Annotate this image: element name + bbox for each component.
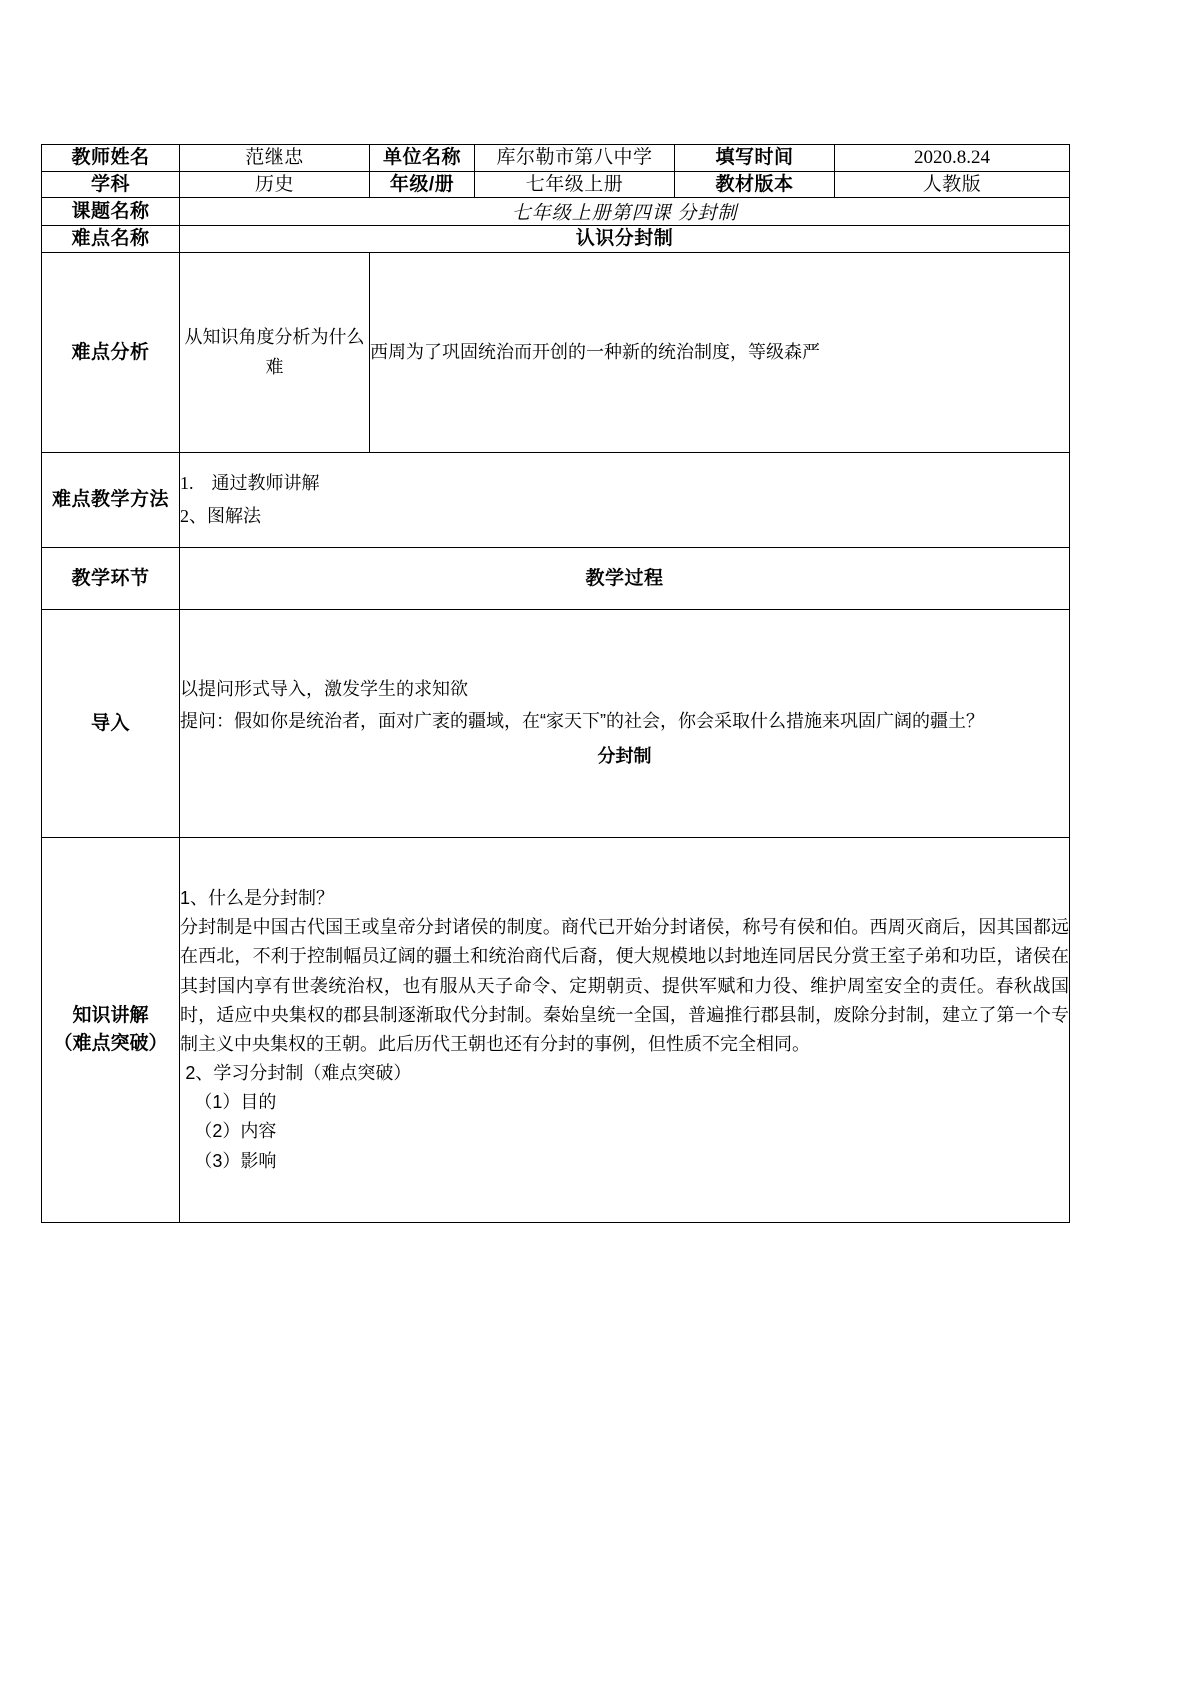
- value-textbook-version: 人教版: [835, 171, 1070, 198]
- label-unit-name: 单位名称: [370, 145, 475, 172]
- knowledge-subitem-3: （3）影响: [194, 1150, 277, 1171]
- label-teaching-methods: 难点教学方法: [42, 452, 180, 547]
- label-knowledge-line-2: （难点突破）: [53, 1032, 168, 1054]
- label-fill-date: 填写时间: [675, 145, 835, 172]
- knowledge-subitem-2: （2）内容: [194, 1121, 277, 1142]
- teaching-method-item-1: 1. 通过教师讲解: [180, 472, 320, 493]
- label-topic-name: 课题名称: [42, 198, 180, 226]
- label-teacher-name: 教师姓名: [42, 145, 180, 172]
- label-difficulty-analysis: 难点分析: [42, 252, 180, 452]
- label-textbook-version: 教材版本: [675, 171, 835, 198]
- value-grade-volume: 七年级上册: [475, 171, 675, 198]
- knowledge-paragraph: 分封制是中国古代国王或皇帝分封诸侯的制度。商代已开始分封诸侯，称号有侯和伯。西周灭商后，因其国都远在西北，不利于控制幅员辽阔的疆土和统治商代后裔，便大规模地以封地连同居民分赏王室子弟和功臣，诸侯在其封国内享有世袭统治权，也有服从天子命令、定期朝贡、提供军赋和力役、维护周室安全的责任。春秋战国时，适应中央集权的郡县制逐渐取代分封制。秦始皇统一全国，普遍推行郡县制，废除分封制，建立了第一个专制主义中央集权的王朝。此后历代王朝也还有分封的事例，但性质不完全相同。: [180, 917, 1069, 1054]
- table-row-difficulty-analysis: [42, 252, 1070, 452]
- knowledge-subitem-1: （1）目的: [194, 1092, 277, 1113]
- value-subject: 历史: [180, 171, 370, 198]
- label-knowledge-line-1: 知识讲解: [72, 1005, 149, 1027]
- knowledge-subheading: 2、学习分封制（难点突破）: [185, 1063, 412, 1084]
- table-row-subject-info: [42, 171, 1070, 198]
- sublabel-difficulty-analysis: 从知识角度分析为什么难: [180, 252, 370, 452]
- label-introduction: 导入: [42, 609, 180, 837]
- label-teaching-stage: 教学环节: [42, 547, 180, 609]
- table-row-teacher-info: [42, 145, 1070, 172]
- value-fill-date: 2020.8.24: [835, 145, 1070, 172]
- teaching-method-item-2: 2、图解法: [180, 505, 261, 526]
- value-teacher-name: 范继忠: [180, 145, 370, 172]
- introduction-answer: 分封制: [597, 746, 652, 767]
- introduction-line-2: 提问：假如你是统治者，面对广袤的疆域，在“家天下”的社会，你会采取什么措施来巩固广阔的疆土？: [180, 710, 984, 731]
- knowledge-heading: 1、什么是分封制？: [180, 888, 335, 909]
- label-teaching-process: 教学过程: [180, 547, 1070, 609]
- table-row-knowledge-explanation: [42, 837, 1070, 1222]
- value-teaching-methods: [180, 452, 1070, 547]
- table-row-process-header: [42, 547, 1070, 609]
- label-knowledge-explanation: [42, 837, 180, 1222]
- table-row-introduction: [42, 609, 1070, 837]
- value-introduction: [180, 609, 1070, 837]
- label-subject: 学科: [42, 171, 180, 198]
- introduction-line-1: 以提问形式导入，激发学生的求知欲: [180, 679, 468, 700]
- label-grade-volume: 年级/册: [370, 171, 475, 198]
- value-difficulty-analysis: 西周为了巩固统治而开创的一种新的统治制度，等级森严: [370, 252, 1070, 452]
- lesson-plan-table: [41, 144, 1070, 1223]
- table-row-teaching-methods: [42, 452, 1070, 547]
- value-difficulty-name: 认识分封制: [180, 226, 1070, 253]
- table-row-difficulty-name: [42, 226, 1070, 253]
- label-difficulty-name: 难点名称: [42, 226, 180, 253]
- value-knowledge-explanation: [180, 837, 1070, 1222]
- value-unit-name: 库尔勒市第八中学: [475, 145, 675, 172]
- value-topic-name: 七年级上册第四课 分封制: [180, 198, 1070, 226]
- table-row-topic: [42, 198, 1070, 226]
